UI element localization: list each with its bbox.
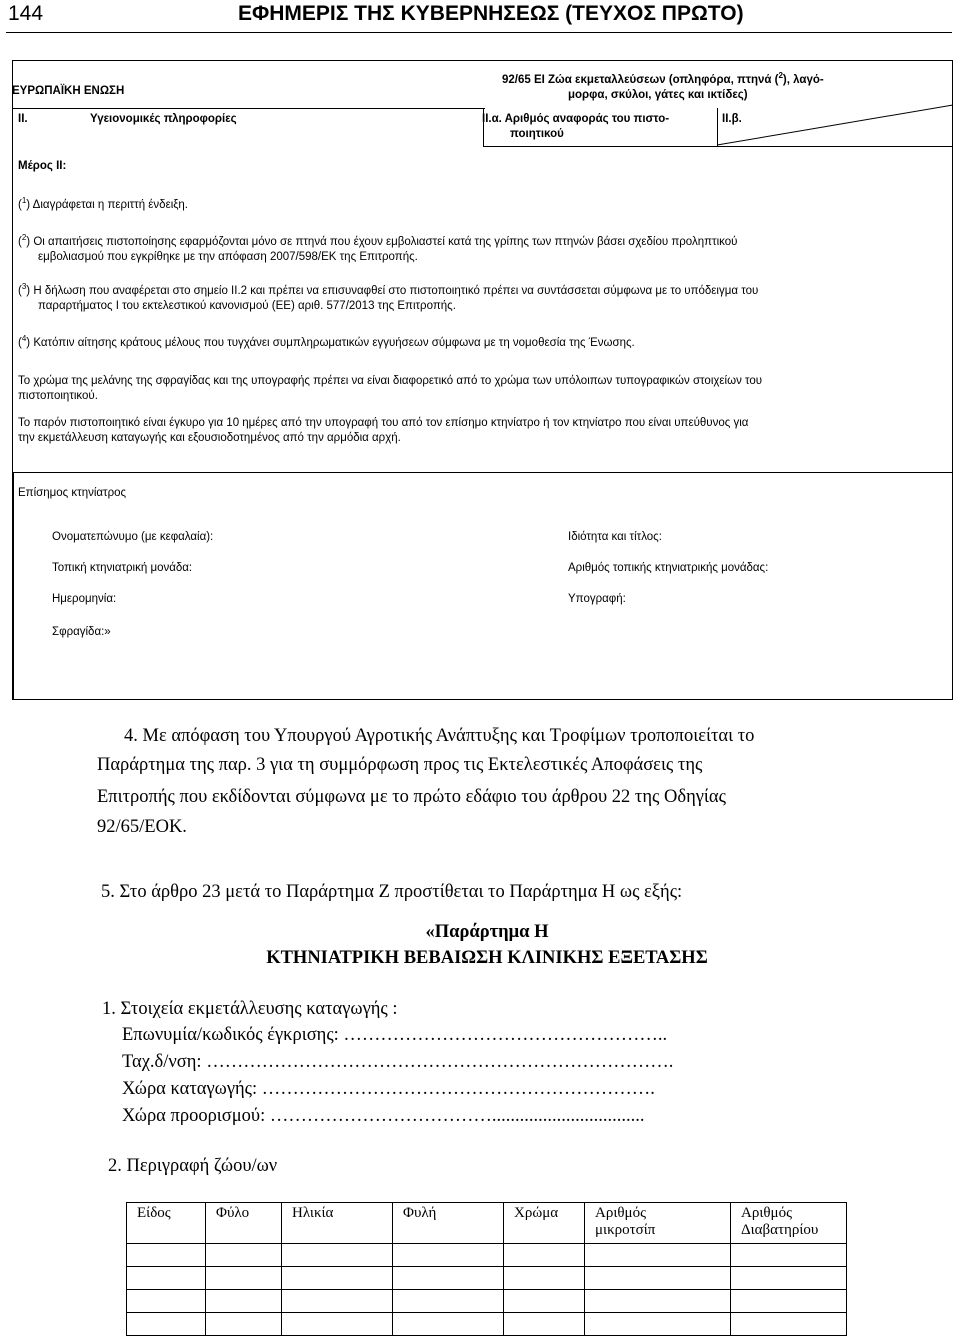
table-cell: [282, 1267, 393, 1290]
paragraph-4-line-3: Επιτροπής που εκδίδονται σύμφωνα με το πρώτο εδάφιο του άρθρου 22 της Οδηγίας: [97, 787, 726, 807]
name-field-label: Ονοματεπώνυμο (με κεφαλαία):: [52, 531, 214, 543]
table-header-sex: Φύλο: [206, 1203, 282, 1244]
item-1-country-origin: Χώρα καταγωγής: ……………………………………………………….: [122, 1079, 655, 1099]
table-header-row: [127, 1203, 847, 1244]
paragraph-4-line-4: 92/65/ΕΟΚ.: [97, 817, 187, 837]
table-cell: [731, 1244, 847, 1267]
table-cell: [731, 1290, 847, 1313]
table-cell: [504, 1313, 585, 1336]
table-cell: [206, 1267, 282, 1290]
table-cell: [127, 1290, 206, 1313]
table-cell: [206, 1290, 282, 1313]
note-4: ($^4$) Κατόπιν αίτησης κράτους μέλους που τυγχάνει συμπληρωματικών εγγυήσεων σύμφωνα με τη νομοθεσία της Ένωσης.: [18, 334, 635, 349]
local-unit-number-label: Αριθμός τοπικής κτηνιατρικής μονάδας:: [568, 562, 769, 574]
section-ii-title: Υγειονομικές πληροφορίες: [90, 113, 237, 125]
table-cell: [731, 1313, 847, 1336]
table-header-color: Χρώμα: [504, 1203, 585, 1244]
role-field-label: Ιδιότητα και τίτλος:: [568, 531, 662, 543]
stamp-label: Σφραγίδα:»: [52, 626, 111, 638]
table-row: [127, 1290, 847, 1313]
diagonal-strike: [717, 101, 953, 149]
item-1-heading: 1. Στοιχεία εκμετάλλευσης καταγωγής :: [102, 999, 398, 1019]
note-1: ($^1$) Διαγράφεται η περιττή ένδειξη.: [18, 196, 188, 211]
page-number: 144: [8, 2, 44, 25]
table-cell: [282, 1290, 393, 1313]
model-title: 92/65 EI Ζώα εκμεταλλεύσεων (οπληφόρα, πτηνά ($^2$), λαγό- μορφα, σκύλοι, γάτες και ικτίδες): [502, 71, 824, 101]
table-cell: [504, 1267, 585, 1290]
table-cell: [504, 1290, 585, 1313]
header-rule: [6, 32, 952, 33]
local-unit-label: Τοπική κτηνιατρική μονάδα:: [52, 562, 193, 574]
table-header-passport: Αριθμός Διαβατηρίου: [731, 1203, 847, 1244]
table-row: [127, 1244, 847, 1267]
note-3: ($^3$) Η δήλωση που αναφέρεται στο σημείο II.2 και πρέπει να επισυναφθεί στο πιστοποιητικό πρέπει να συντάσσεται σύμφωνα με το υπόδειγμα του παραρτήματος I του εκτελεστικού κανονισμού (ΕΕ) αριθ. 577/2013 της Επιτροπής.: [18, 282, 759, 312]
eu-label: ΕΥΡΩΠΑΪΚΗ ΕΝΩΣΗ: [12, 85, 125, 97]
table-cell: [127, 1267, 206, 1290]
item-1-country-destination: Χώρα προορισμού: ……………………………….................................: [122, 1106, 645, 1126]
table-cell: [393, 1244, 504, 1267]
table-cell: [206, 1313, 282, 1336]
paragraph-4-line-1: 4. Με απόφαση του Υπουργού Αγροτικής Ανάπτυξης και Τροφίμων τροποποιείται το: [124, 726, 755, 746]
section-iia: II.α. Αριθμός αναφοράς του πιστο- ποιητικού: [482, 113, 670, 140]
annex-subtitle: ΚΤΗΝΙΑΤΡΙΚΗ ΒΕΒΑΙΩΣΗ ΚΛΙΝΙΚΗΣ ΕΞΕΤΑΣΗΣ: [266, 948, 708, 968]
table-header-age: Ηλικία: [282, 1203, 393, 1244]
table-cell: [585, 1290, 731, 1313]
paragraph-5: 5. Στο άρθρο 23 μετά το Παράρτημα Ζ προστίθεται το Παράρτημα Η ως εξής:: [101, 882, 683, 902]
table-cell: [282, 1244, 393, 1267]
signature-label: Υπογραφή:: [568, 593, 626, 605]
table-header-microchip: Αριθμός μικροτσίπ: [585, 1203, 731, 1244]
gazette-title: ΕΦΗΜΕΡΙΣ ΤΗΣ ΚΥΒΕΡΝΗΣΕΩΣ (ΤΕΥΧΟΣ ΠΡΩΤΟ): [238, 2, 744, 25]
item-1-name-approval: Επωνυμία/κωδικός έγκρισης: ……………………………………………..: [122, 1025, 668, 1045]
part-ii-label: Μέρος II:: [18, 160, 67, 172]
table-cell: [393, 1313, 504, 1336]
item-2-heading: 2. Περιγραφή ζώου/ων: [108, 1156, 278, 1176]
item-1-address: Ταχ.δ/νση: ………………………………………………………………….: [122, 1052, 674, 1072]
note-2: ($^2$) Οι απαιτήσεις πιστοποίησης εφαρμόζονται μόνο σε πτηνά που έχουν εμβολιαστεί κατά της γρίπης των πτηνών βάσει σχεδίου προληπτικού εμβολιασμού που εγκρίθηκε με την απόφαση 2007/598/ΕΚ της Επιτροπής.: [18, 233, 738, 263]
table-cell: [585, 1267, 731, 1290]
official-vet-label: Επίσημος κτηνίατρος: [18, 487, 127, 499]
table-header-species: Είδος: [127, 1203, 206, 1244]
table-cell: [585, 1244, 731, 1267]
section-iib: II.β.: [722, 113, 742, 125]
table-cell: [206, 1244, 282, 1267]
table-cell: [127, 1244, 206, 1267]
paragraph-4-line-2: Παράρτημα της παρ. 3 για τη συμμόρφωση προς τις Εκτελεστικές Αποφάσεις της: [97, 755, 703, 775]
table-cell: [393, 1267, 504, 1290]
date-label: Ημερομηνία:: [52, 593, 117, 605]
table-cell: [731, 1267, 847, 1290]
section-ii-label: II.: [18, 113, 28, 125]
table-header-breed: Φυλή: [393, 1203, 504, 1244]
annex-title: «Παράρτημα Η: [425, 922, 549, 942]
table-cell: [127, 1313, 206, 1336]
table-cell: [585, 1313, 731, 1336]
validity-note: Το παρόν πιστοποιητικό είναι έγκυρο για 10 ημέρες από την υπογραφή του από τον επίσημο κτηνίατρο ή τον κτηνίατρο που είναι υπεύθυνος για την εκμετάλλευση καταγωγής και εξουσιοδοτημένος από την αρμόδια αρχή.: [18, 417, 749, 444]
table-row: [127, 1313, 847, 1336]
animal-description-table: [126, 1202, 847, 1336]
ink-note: Το χρώμα της μελάνης της σφραγίδας και της υπογραφής πρέπει να είναι διαφορετικό από το χρώμα των υπόλοιπων τυπογραφικών στοιχείων του πιστοποιητικού.: [18, 375, 763, 402]
table-cell: [282, 1313, 393, 1336]
table-cell: [393, 1290, 504, 1313]
table-cell: [504, 1244, 585, 1267]
table-row: [127, 1267, 847, 1290]
